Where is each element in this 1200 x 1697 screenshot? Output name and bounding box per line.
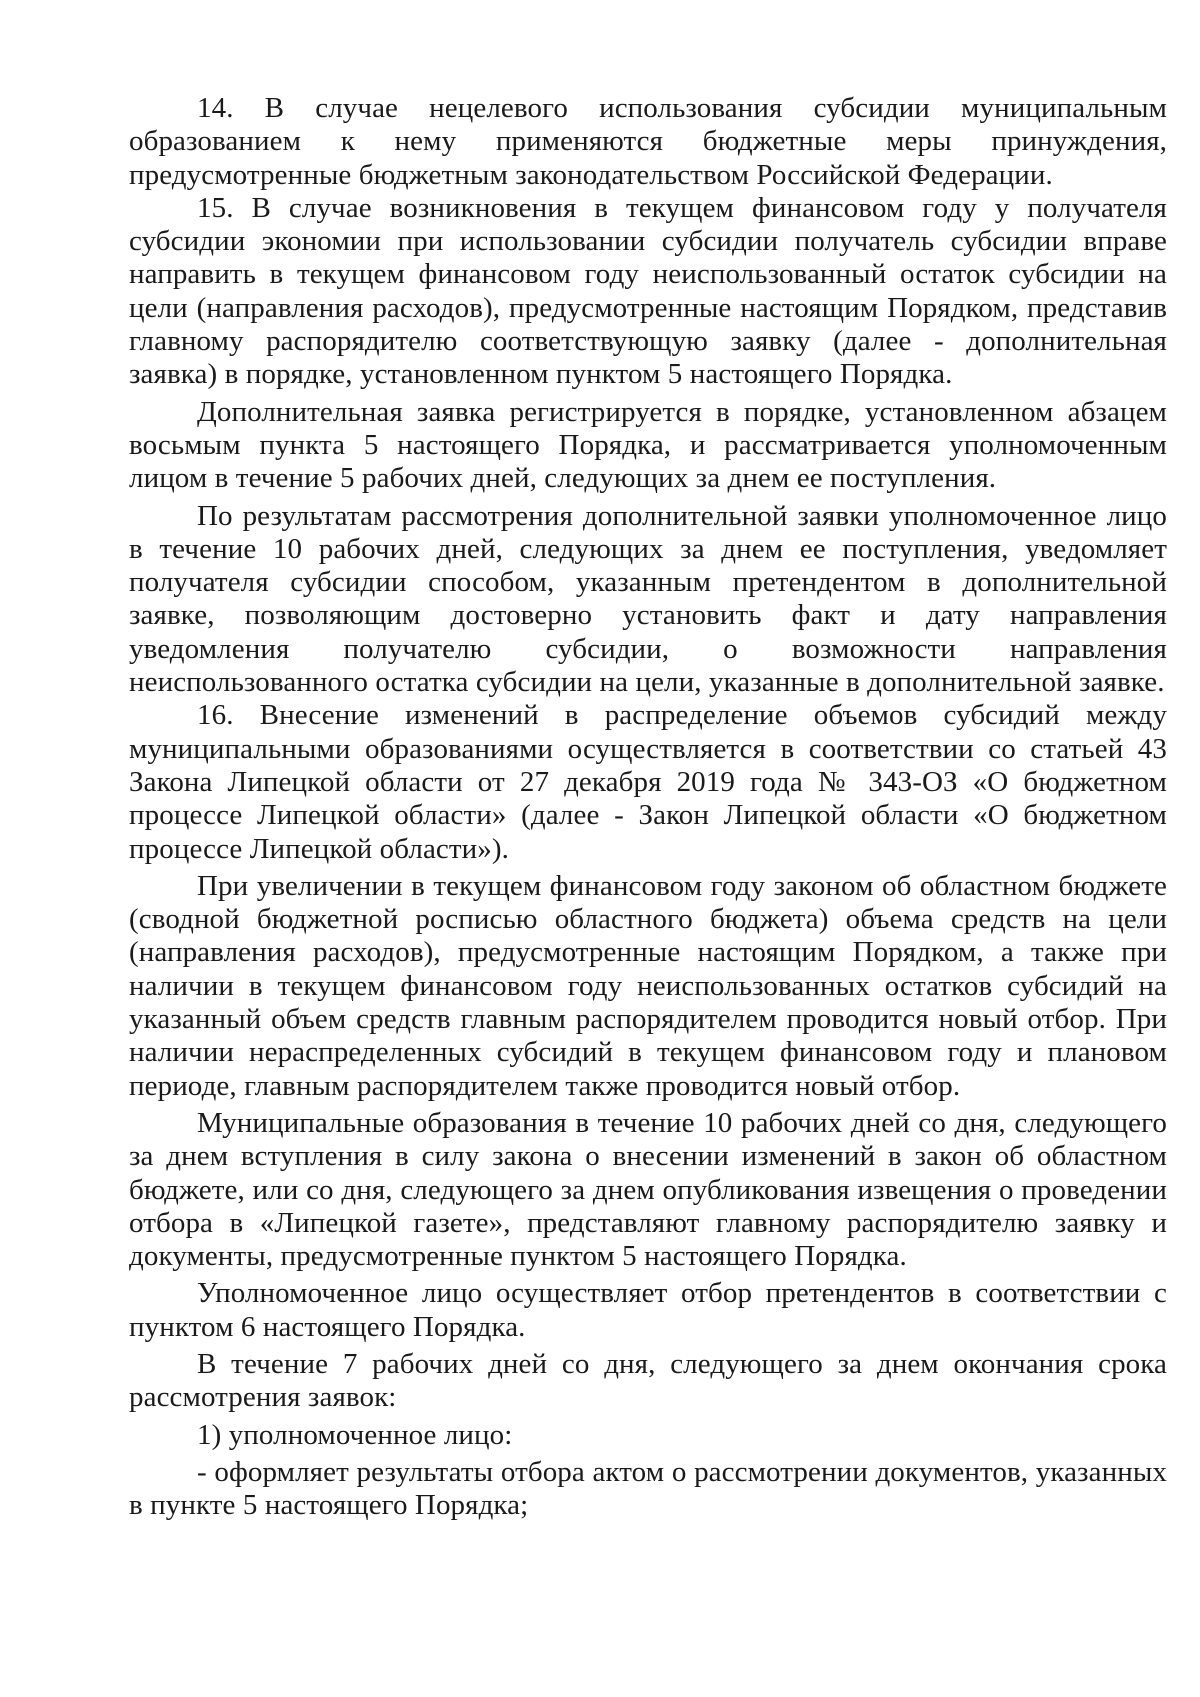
paragraph-15: 15. В случае возникновения в текущем финансовом году у получателя субсидии экономии при использовании субсидии получатель субсидии вправе направить в текущем финансовом году неиспользованный остаток субсидии на цели (направления расходов), предусмотренные настоящим Порядком, представив главному распорядителю соответствующую заявку (далее - дополнительная заявка) в порядке, установленном пунктом 5 настоящего Порядка.	[129, 191, 1167, 391]
paragraph-additional-application-review: По результатам рассмотрения дополнительной заявки уполномоченное лицо в течение 10 рабочих дней, следующих за днем ее поступления, уведомляет получателя субсидии способом, указанным претендентом в дополнительной заявке, позволяющим достоверно установить факт и дату направления уведомления получателю субсидии, о возможности направления неиспользованного остатка субсидии на цели, указанные в дополнительной заявке.	[129, 499, 1167, 699]
document-body	[129, 92, 1167, 1522]
list-item-selection-act: - оформляет результаты отбора актом о рассмотрении документов, указанных в пункте 5 настоящего Порядка;	[129, 1455, 1167, 1522]
list-item-authorized-person: 1) уполномоченное лицо:	[197, 1418, 513, 1451]
paragraph-municipal-submission: Муниципальные образования в течение 10 рабочих дней со дня, следующего за днем вступления в силу закона о внесении изменений в закон об областном бюджете, или со дня, следующего за днем опубликования извещения о проведении отбора в «Липецкой газете», представляют главному распорядителю заявку и документы, предусмотренные пунктом 5 настоящего Порядка.	[129, 1106, 1167, 1273]
paragraph-additional-application-registration: Дополнительная заявка регистрируется в порядке, установленном абзацем восьмым пункта 5 настоящего Порядка, и рассматривается уполномоченным лицом в течение 5 рабочих дней, следующих за днем ее поступления.	[129, 395, 1167, 495]
paragraph-review-deadline: В течение 7 рабочих дней со дня, следующего за днем окончания срока рассмотрения заявок:	[129, 1347, 1167, 1414]
paragraph-14: 14. В случае нецелевого использования субсидии муниципальным образованием к нему применяются бюджетные меры принуждения, предусмотренные бюджетным законодательством Российской Федерации.	[129, 92, 1167, 191]
paragraph-budget-increase: При увеличении в текущем финансовом году законом об областном бюджете (сводной бюджетной росписью областного бюджета) объема средств на цели (направления расходов), предусмотренные настоящим Порядком, а также при наличии в текущем финансовом году неиспользованных остатков субсидий на указанный объем средств главным распорядителем проводится новый отбор. При наличии нераспределенных субсидий в текущем финансовом году и плановом периоде, главным распорядителем также проводится новый отбор.	[129, 869, 1167, 1102]
paragraph-16: 16. Внесение изменений в распределение объемов субсидий между муниципальными образованиями осуществляется в соответствии со статьей 43 Закона Липецкой области от 27 декабря 2019 года № 343-ОЗ «О бюджетном процессе Липецкой области» (далее - Закон Липецкой области «О бюджетном процессе Липецкой области»).	[129, 699, 1167, 865]
paragraph-selection: Уполномоченное лицо осуществляет отбор претендентов в соответствии с пунктом 6 настоящего Порядка.	[129, 1277, 1167, 1343]
